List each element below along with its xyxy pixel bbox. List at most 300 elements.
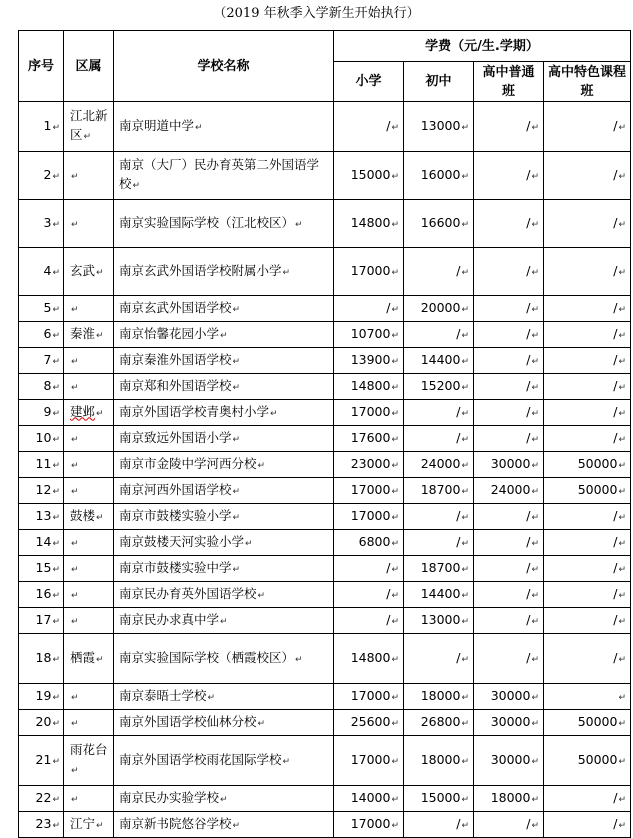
fee-primary-text: 25600	[350, 713, 391, 729]
paragraph-mark-icon: ↵	[531, 267, 539, 278]
row-school-name-text: 南京外国语学校青奥村小学	[119, 403, 270, 419]
fee-senior-regular-text: /	[526, 325, 531, 341]
paragraph-mark-icon: ↵	[232, 382, 241, 393]
paragraph-mark-icon: ↵	[71, 718, 79, 729]
paragraph-mark-icon: ↵	[391, 356, 399, 367]
paragraph-mark-icon: ↵	[391, 512, 399, 523]
row-number	[19, 710, 64, 736]
paragraph-mark-icon: ↵	[461, 718, 469, 729]
paragraph-mark-icon: ↵	[257, 460, 266, 471]
fee-primary-text: /	[386, 117, 391, 133]
paragraph-mark-icon: ↵	[618, 820, 626, 831]
paragraph-mark-icon: ↵	[295, 654, 303, 665]
row-school-name-text: 南京河西外国语学校	[119, 481, 232, 497]
table-row	[19, 634, 631, 684]
row-number	[19, 102, 64, 152]
fee-senior-regular	[474, 452, 544, 478]
paragraph-mark-icon: ↵	[71, 460, 79, 471]
fee-senior-regular	[474, 426, 544, 452]
table-row	[19, 400, 631, 426]
fee-primary-text: 17000	[350, 815, 391, 831]
fee-primary-text: 14800	[350, 649, 391, 665]
fee-junior-text: 14400	[420, 585, 461, 601]
row-district-text: 秦淮	[70, 325, 96, 341]
row-school-name	[114, 608, 334, 634]
row-number-text: 9	[43, 403, 52, 419]
paragraph-mark-icon: ↵	[245, 538, 253, 549]
paragraph-mark-icon: ↵	[531, 794, 539, 805]
table-row	[19, 786, 631, 812]
table-row	[19, 530, 631, 556]
paragraph-mark-icon: ↵	[531, 382, 539, 393]
paragraph-mark-icon: ↵	[52, 330, 60, 341]
row-school-name-text: 南京新书院悠谷学校	[119, 815, 232, 831]
row-school-name	[114, 478, 334, 504]
row-number-text: 7	[43, 351, 52, 367]
paragraph-mark-icon: ↵	[52, 512, 60, 523]
paragraph-mark-icon: ↵	[531, 590, 539, 601]
fee-primary	[334, 582, 404, 608]
fee-primary-text: /	[386, 611, 391, 627]
fee-senior-regular-text: /	[526, 262, 531, 278]
fee-junior-text: 26800	[420, 713, 461, 729]
paragraph-mark-icon: ↵	[618, 718, 626, 729]
fee-senior-special-text: /	[613, 325, 618, 341]
paragraph-mark-icon: ↵	[52, 692, 60, 703]
paragraph-mark-icon: ↵	[531, 616, 539, 627]
fee-senior-special-text: 50000	[577, 455, 618, 471]
fee-junior-text: /	[456, 815, 461, 831]
fee-primary-text: 23000	[350, 455, 391, 471]
row-number-text: 15	[35, 559, 52, 575]
fee-senior-regular-text: /	[526, 533, 531, 549]
paragraph-mark-icon: ↵	[391, 171, 399, 182]
fee-senior-special-text: /	[613, 649, 618, 665]
row-district	[64, 152, 114, 200]
fee-junior	[404, 248, 474, 296]
fee-senior-regular	[474, 102, 544, 152]
fee-senior-special	[544, 452, 631, 478]
fee-primary	[334, 736, 404, 786]
fee-junior-text: 24000	[420, 455, 461, 471]
fee-senior-regular	[474, 786, 544, 812]
fee-junior-text: 18000	[420, 751, 461, 767]
row-district	[64, 736, 114, 786]
row-number	[19, 812, 64, 838]
paragraph-mark-icon: ↵	[52, 267, 60, 278]
row-school-name	[114, 400, 334, 426]
fee-senior-special	[544, 608, 631, 634]
fee-primary	[334, 452, 404, 478]
paragraph-mark-icon: ↵	[71, 616, 79, 627]
fee-junior-text: 18700	[420, 481, 461, 497]
row-number-text: 2	[43, 166, 52, 182]
row-number-text: 1	[43, 117, 52, 133]
fee-senior-regular	[474, 478, 544, 504]
paragraph-mark-icon: ↵	[52, 304, 60, 315]
row-district-text: 栖霞	[70, 649, 96, 665]
fee-senior-regular	[474, 348, 544, 374]
fee-senior-special	[544, 296, 631, 322]
paragraph-mark-icon: ↵	[71, 590, 79, 601]
paragraph-mark-icon: ↵	[71, 382, 79, 393]
row-school-name-text: 南京明道中学	[119, 117, 195, 133]
row-district-text: 江宁	[70, 815, 96, 831]
paragraph-mark-icon: ↵	[71, 692, 79, 703]
row-district	[64, 426, 114, 452]
row-school-name-text: 南京实验国际学校（栖霞校区）	[119, 649, 295, 665]
paragraph-mark-icon: ↵	[96, 512, 104, 523]
paragraph-mark-icon: ↵	[618, 794, 626, 805]
row-school-name	[114, 248, 334, 296]
paragraph-mark-icon: ↵	[232, 356, 241, 367]
fee-primary	[334, 200, 404, 248]
row-number	[19, 608, 64, 634]
row-number	[19, 400, 64, 426]
fee-junior	[404, 812, 474, 838]
paragraph-mark-icon: ↵	[232, 564, 241, 575]
row-school-name	[114, 452, 334, 478]
fee-junior	[404, 478, 474, 504]
fee-senior-regular-text: /	[526, 611, 531, 627]
row-number-text: 18	[35, 649, 52, 665]
paragraph-mark-icon: ↵	[71, 564, 79, 575]
fee-senior-regular-text: /	[526, 377, 531, 393]
tuition-table	[18, 30, 631, 838]
row-school-name	[114, 812, 334, 838]
paragraph-mark-icon: ↵	[391, 434, 399, 445]
paragraph-mark-icon: ↵	[71, 356, 79, 367]
fee-senior-special-text: /	[613, 262, 618, 278]
fee-primary	[334, 348, 404, 374]
fee-primary-text: 13900	[350, 351, 391, 367]
fee-senior-regular-text: 30000	[490, 713, 531, 729]
fee-junior	[404, 608, 474, 634]
row-number-text: 4	[43, 262, 52, 278]
fee-junior	[404, 634, 474, 684]
row-school-name	[114, 374, 334, 400]
paragraph-mark-icon: ↵	[618, 590, 626, 601]
paragraph-mark-icon: ↵	[618, 692, 626, 703]
paragraph-mark-icon: ↵	[391, 616, 399, 627]
row-district	[64, 608, 114, 634]
fee-senior-special	[544, 812, 631, 838]
fee-primary	[334, 556, 404, 582]
paragraph-mark-icon: ↵	[531, 434, 539, 445]
header-junior: 初中	[404, 62, 474, 102]
row-school-name-text: 南京致远外国语小学	[119, 429, 232, 445]
row-district	[64, 634, 114, 684]
row-school-name	[114, 634, 334, 684]
fee-senior-regular	[474, 634, 544, 684]
fee-senior-special	[544, 684, 631, 710]
fee-senior-regular	[474, 608, 544, 634]
paragraph-mark-icon: ↵	[391, 267, 399, 278]
row-school-name-text: 南京外国语学校仙林分校	[119, 713, 257, 729]
paragraph-mark-icon: ↵	[461, 122, 469, 133]
fee-senior-special-text: /	[613, 403, 618, 419]
paragraph-mark-icon: ↵	[531, 122, 539, 133]
header-senior-regular: 高中普通班	[474, 62, 544, 102]
paragraph-mark-icon: ↵	[52, 382, 60, 393]
fee-junior-text: 16000	[420, 166, 461, 182]
paragraph-mark-icon: ↵	[52, 460, 60, 471]
row-school-name-text: 南京（大厂）民办育英第二外国语学校	[119, 157, 320, 191]
table-row	[19, 684, 631, 710]
paragraph-mark-icon: ↵	[618, 434, 626, 445]
fee-primary-text: 17000	[350, 403, 391, 419]
fee-primary-text: /	[386, 559, 391, 575]
table-row	[19, 426, 631, 452]
fee-senior-special	[544, 556, 631, 582]
row-district-text: 建邺	[70, 403, 96, 419]
row-district	[64, 102, 114, 152]
fee-primary-text: 14800	[350, 377, 391, 393]
row-number-text: 16	[35, 585, 52, 601]
fee-primary-text: 14800	[350, 214, 391, 230]
row-school-name	[114, 426, 334, 452]
fee-junior-text: /	[456, 262, 461, 278]
fee-primary	[334, 608, 404, 634]
paragraph-mark-icon: ↵	[232, 820, 241, 831]
row-school-name	[114, 296, 334, 322]
fee-senior-regular-text: /	[526, 214, 531, 230]
fee-primary	[334, 374, 404, 400]
fee-senior-regular-text: 30000	[490, 687, 531, 703]
table-row	[19, 556, 631, 582]
paragraph-mark-icon: ↵	[391, 219, 399, 230]
row-number	[19, 556, 64, 582]
fee-senior-special	[544, 710, 631, 736]
paragraph-mark-icon: ↵	[618, 267, 626, 278]
fee-senior-special-text: 50000	[577, 713, 618, 729]
paragraph-mark-icon: ↵	[52, 718, 60, 729]
row-number-text: 22	[35, 789, 52, 805]
paragraph-mark-icon: ↵	[461, 267, 469, 278]
fee-primary-text: 17000	[350, 507, 391, 523]
paragraph-mark-icon: ↵	[232, 434, 241, 445]
paragraph-mark-icon: ↵	[71, 171, 79, 182]
paragraph-mark-icon: ↵	[461, 219, 469, 230]
paragraph-mark-icon: ↵	[618, 122, 626, 133]
fee-primary	[334, 634, 404, 684]
paragraph-mark-icon: ↵	[531, 756, 539, 767]
paragraph-mark-icon: ↵	[531, 460, 539, 471]
row-school-name	[114, 152, 334, 200]
paragraph-mark-icon: ↵	[531, 356, 539, 367]
table-row	[19, 248, 631, 296]
table-row	[19, 152, 631, 200]
fee-junior-text: 13000	[420, 117, 461, 133]
row-district	[64, 400, 114, 426]
paragraph-mark-icon: ↵	[531, 408, 539, 419]
fee-junior	[404, 152, 474, 200]
table-row	[19, 736, 631, 786]
row-school-name	[114, 322, 334, 348]
fee-primary-text: 6800	[358, 533, 391, 549]
paragraph-mark-icon: ↵	[461, 794, 469, 805]
paragraph-mark-icon: ↵	[618, 408, 626, 419]
row-number-text: 3	[43, 214, 52, 230]
paragraph-mark-icon: ↵	[220, 794, 228, 805]
fee-senior-regular-text: /	[526, 117, 531, 133]
fee-senior-special	[544, 634, 631, 684]
fee-senior-regular-text: /	[526, 429, 531, 445]
paragraph-mark-icon: ↵	[52, 408, 60, 419]
fee-senior-regular	[474, 530, 544, 556]
row-school-name-text: 南京民办实验学校	[119, 789, 220, 805]
paragraph-mark-icon: ↵	[232, 304, 241, 315]
row-number	[19, 374, 64, 400]
fee-primary	[334, 786, 404, 812]
fee-senior-regular	[474, 582, 544, 608]
row-number-text: 23	[35, 815, 52, 831]
paragraph-mark-icon: ↵	[52, 756, 60, 767]
paragraph-mark-icon: ↵	[96, 820, 104, 831]
fee-senior-special-text: /	[613, 166, 618, 182]
fee-primary-text: /	[386, 585, 391, 601]
row-school-name-text: 南京玄武外国语学校附属小学	[119, 262, 282, 278]
row-number	[19, 634, 64, 684]
row-district	[64, 200, 114, 248]
row-district	[64, 582, 114, 608]
fee-senior-regular-text: 24000	[490, 481, 531, 497]
row-school-name	[114, 582, 334, 608]
paragraph-mark-icon: ↵	[531, 486, 539, 497]
fee-junior	[404, 348, 474, 374]
fee-senior-special	[544, 152, 631, 200]
paragraph-mark-icon: ↵	[391, 692, 399, 703]
paragraph-mark-icon: ↵	[531, 654, 539, 665]
paragraph-mark-icon: ↵	[282, 756, 291, 767]
fee-junior	[404, 400, 474, 426]
paragraph-mark-icon: ↵	[257, 590, 266, 601]
fee-senior-special	[544, 400, 631, 426]
row-district	[64, 504, 114, 530]
paragraph-mark-icon: ↵	[531, 219, 539, 230]
row-number	[19, 452, 64, 478]
paragraph-mark-icon: ↵	[461, 654, 469, 665]
header-school-name: 学校名称	[114, 31, 334, 102]
fee-senior-special-text: /	[613, 507, 618, 523]
row-district	[64, 530, 114, 556]
paragraph-mark-icon: ↵	[232, 512, 241, 523]
table-body	[19, 102, 631, 838]
row-district-text: 雨花台	[70, 742, 108, 757]
fee-junior-text: /	[456, 429, 461, 445]
fee-senior-regular-text: /	[526, 559, 531, 575]
paragraph-mark-icon: ↵	[461, 330, 469, 341]
fee-junior-text: /	[456, 649, 461, 665]
fee-senior-special	[544, 426, 631, 452]
row-school-name-text: 南京鼓楼天河实验小学	[119, 533, 245, 549]
paragraph-mark-icon: ↵	[52, 171, 60, 182]
paragraph-mark-icon: ↵	[207, 692, 216, 703]
paragraph-mark-icon: ↵	[461, 590, 469, 601]
fee-primary	[334, 478, 404, 504]
row-school-name	[114, 786, 334, 812]
table-row	[19, 102, 631, 152]
row-number-text: 14	[35, 533, 52, 549]
row-number	[19, 200, 64, 248]
fee-junior	[404, 296, 474, 322]
fee-junior	[404, 200, 474, 248]
row-number-text: 19	[35, 687, 52, 703]
table-row	[19, 608, 631, 634]
header-district: 区属	[64, 31, 114, 102]
paragraph-mark-icon: ↵	[391, 408, 399, 419]
paragraph-mark-icon: ↵	[618, 382, 626, 393]
paragraph-mark-icon: ↵	[391, 794, 399, 805]
paragraph-mark-icon: ↵	[52, 616, 60, 627]
paragraph-mark-icon: ↵	[52, 219, 60, 230]
paragraph-mark-icon: ↵	[220, 616, 228, 627]
table-row	[19, 452, 631, 478]
fee-senior-regular	[474, 400, 544, 426]
fee-senior-special-text: 50000	[577, 481, 618, 497]
row-school-name-text: 南京泰晤士学校	[119, 687, 207, 703]
paragraph-mark-icon: ↵	[618, 756, 626, 767]
paragraph-mark-icon: ↵	[391, 820, 399, 831]
fee-junior-text: 18000	[420, 687, 461, 703]
row-number-text: 17	[35, 611, 52, 627]
paragraph-mark-icon: ↵	[531, 692, 539, 703]
paragraph-mark-icon: ↵	[71, 434, 79, 445]
fee-junior	[404, 504, 474, 530]
table-row	[19, 812, 631, 838]
fee-junior-text: 15000	[420, 789, 461, 805]
fee-senior-regular	[474, 684, 544, 710]
fee-senior-regular	[474, 152, 544, 200]
fee-senior-special-text: /	[613, 214, 618, 230]
fee-senior-regular	[474, 710, 544, 736]
fee-junior	[404, 582, 474, 608]
row-number	[19, 296, 64, 322]
header-primary: 小学	[334, 62, 404, 102]
fee-primary-text: 15000	[350, 166, 391, 182]
row-school-name-text: 南京市鼓楼实验中学	[119, 559, 232, 575]
paragraph-mark-icon: ↵	[461, 538, 469, 549]
fee-senior-regular-text: /	[526, 815, 531, 831]
fee-primary	[334, 322, 404, 348]
paragraph-mark-icon: ↵	[71, 766, 79, 776]
paragraph-mark-icon: ↵	[391, 564, 399, 575]
paragraph-mark-icon: ↵	[531, 171, 539, 182]
row-school-name-text: 南京民办求真中学	[119, 611, 220, 627]
paragraph-mark-icon: ↵	[295, 219, 303, 230]
fee-primary	[334, 152, 404, 200]
paragraph-mark-icon: ↵	[461, 434, 469, 445]
paragraph-mark-icon: ↵	[232, 486, 241, 497]
paragraph-mark-icon: ↵	[52, 590, 60, 601]
fee-senior-special	[544, 374, 631, 400]
row-school-name-text: 南京玄武外国语学校	[119, 299, 232, 315]
paragraph-mark-icon: ↵	[270, 408, 278, 419]
fee-junior	[404, 684, 474, 710]
fee-senior-special-text: /	[613, 429, 618, 445]
row-district	[64, 348, 114, 374]
paragraph-mark-icon: ↵	[52, 654, 60, 665]
paragraph-mark-icon: ↵	[461, 486, 469, 497]
paragraph-mark-icon: ↵	[531, 512, 539, 523]
row-district	[64, 322, 114, 348]
row-number	[19, 582, 64, 608]
row-district-text: 鼓楼	[70, 507, 96, 523]
fee-senior-special	[544, 322, 631, 348]
row-district	[64, 786, 114, 812]
row-school-name	[114, 556, 334, 582]
row-school-name-text: 南京市金陵中学河西分校	[119, 455, 257, 471]
